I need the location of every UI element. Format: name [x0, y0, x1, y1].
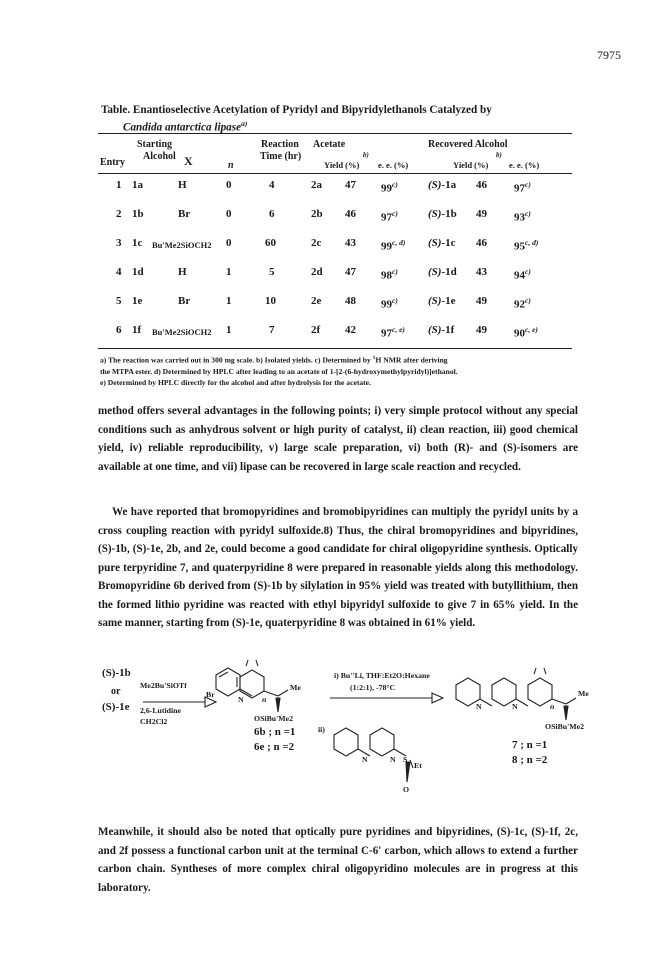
caption-note: a): [241, 119, 248, 128]
table-row: 2 1b Br 0 6 2b 46 97$^{c)}$ (S)-1b 49 93$^{c)}$: [116, 208, 531, 224]
caption-prefix: Table.: [101, 104, 131, 116]
product-8: 8 ; n =2: [512, 754, 548, 766]
table-header-rule: [98, 173, 572, 174]
methyl-7: Me: [578, 689, 589, 698]
atom-n-sulfoxide-1: N: [362, 755, 368, 764]
atom-s: S: [403, 755, 408, 764]
table-body: [98, 178, 572, 352]
reagent-lutidine: 2,6-Lutidine: [140, 706, 181, 715]
header-x: X: [184, 154, 193, 168]
ethyl: Et: [414, 761, 422, 770]
product-6e: 6e ; n =2: [254, 741, 295, 753]
atom-n-7-2: N: [512, 702, 518, 711]
header-entry: Entry: [100, 157, 125, 168]
atom-br: Br: [206, 690, 215, 699]
atom-n-7-1: N: [476, 702, 482, 711]
condition-i: i) Bu"Li, THF:Et2O:Hexane: [334, 671, 430, 680]
header-yield-note: b): [363, 151, 369, 159]
atom-n-sulfoxide-2: N: [390, 755, 396, 764]
table-top-rule: [98, 133, 572, 134]
header-yield: Yield (%): [324, 160, 360, 170]
table-row: 6 1f Bu'Me2SiOCH2 1 7 2f 42 97$^{c, e)}$ (S)-1f 49 90$^{c, e)}$: [116, 324, 538, 340]
header-recovered-alcohol: Recovered Alcohol: [428, 139, 508, 150]
reagent-solvent: CH2Cl2: [140, 717, 168, 726]
header-acetate: Acetate: [313, 139, 346, 150]
atom-n-6: N: [238, 695, 244, 704]
start-1b: (S)-1b: [102, 667, 131, 679]
table-bottom-rule: [98, 348, 572, 349]
condition-ii: ii): [318, 725, 325, 734]
atom-o: O: [403, 785, 410, 794]
table-row: 5 1e Br 1 10 2e 48 99$^{c)}$ (S)-1e 49 92$^{c)}$: [116, 295, 531, 311]
table-footnotes: a) The reaction was carried out in 300 mg scale. b) Isolated yields. c) Determined by $^1$H NMR after deriving the MTPA ester. d) Determined by HPLC after leading to an acetate of 1-[2-(6-hydroxymethylpyridyl)]ethanol. e) Determined by HPLC directly for the alcohol and after hydrolysis for the acetate.: [100, 355, 458, 388]
table-row: 4 1d H 1 5 2d 47 98$^{c)}$ (S)-1d 43 94$^{c)}$: [116, 266, 531, 282]
header-n: n: [228, 160, 234, 171]
paragraph-conclusion: Meanwhile, it should also be noted that optically pure pyridines and bipyridines, (S)-1c, (S)-1f, 2c, and 2f possess a functional carbon unit at the terminal C-6' carbon, which allows to extend a further carbon chain. Syntheses of more complex chiral oligopyridino molecules are in progress at this laboratory.: [98, 826, 578, 894]
subscript-n-7: n: [550, 702, 555, 711]
condition-ratio: (1:2:1), -78°C: [350, 683, 396, 692]
header-ee: e. e. (%): [378, 160, 409, 170]
caption-species: Candida antarctica: [123, 121, 212, 134]
header-yield-recovered-note: b): [496, 151, 502, 159]
silyl-ether-7: OSiBu'Me2: [545, 722, 584, 731]
methyl-6: Me: [290, 683, 301, 692]
product-7: 7 ; n =1: [512, 739, 548, 751]
table-caption: [101, 104, 571, 135]
header-reaction: Reaction: [261, 139, 299, 150]
header-time: Time (hr): [260, 151, 302, 162]
subscript-n-6: n: [262, 695, 267, 704]
header-starting: Starting: [137, 139, 172, 150]
scheme-or: or: [111, 686, 121, 697]
header-ee-recovered: e. e. (%): [509, 160, 540, 170]
paragraph-oligopyridine-synthesis: We have reported that bromopyridines and bromobipyridines can multiply the pyridyl units by a cross coupling reaction with pyridyl sulfoxide.8) Thus, the chiral bromopyridines and bipyridines, (S)-1b, (S)-1e, 2b, and 2e, could become a good candidate for chiral oligopyridine synthesis. Optically pure terpyridine 7, and quaterpyridine 8 were prepared in reasonable yields along this methodology. Bromopyridine 6b derived from (S)-1b by silylation in 95% yield was treated with butyllithium, then the formed lithio pyridine was reacted with ethyl bipyridyl sulfoxide to give 7 in 65% yield. In the same manner, starting from (S)-1e, quaterpyridine 8 was obtained in 61% yield.: [98, 506, 578, 629]
table-row: 3 1c Bu'Me2SiOCH2 0 60 2c 43 99$^{c, d)}$ (S)-1c 46 95$^{c, d)}$: [116, 237, 539, 253]
product-6b: 6b ; n =1: [254, 726, 296, 738]
header-alcohol: Alcohol: [143, 151, 176, 162]
paragraph-advantages: method offers several advantages in the following points; i) very simple protocol without any special conditions such as anhydrous solvent or high purity of catalyst, ii) clean reaction, iii) good chemical yield, iv) reliable reproducibility, v) large scale preparation, vi) both (R)- and (S)-isomers are available at one time, and vii) lipase can be recovered in large scale reaction and recycled.: [98, 405, 578, 473]
reaction-scheme: [0, 658, 672, 810]
reagent-silyl-triflate: Me2Bu'SiOTf: [140, 681, 187, 690]
header-yield-recovered: Yield (%): [453, 160, 489, 170]
silyl-ether-6: OSiBu'Me2: [254, 714, 293, 723]
page-number: 7975: [597, 48, 621, 62]
caption-lipase: lipase: [214, 121, 242, 134]
caption-title: Enantioselective Acetylation of Pyridyl and Bipyridylethanols Catalyzed by: [132, 104, 492, 116]
table-row: 1 1a H 0 4 2a 47 99$^{c)}$ (S)-1a 46 97$^{c)}$: [116, 179, 531, 195]
start-1e: (S)-1e: [102, 701, 130, 713]
